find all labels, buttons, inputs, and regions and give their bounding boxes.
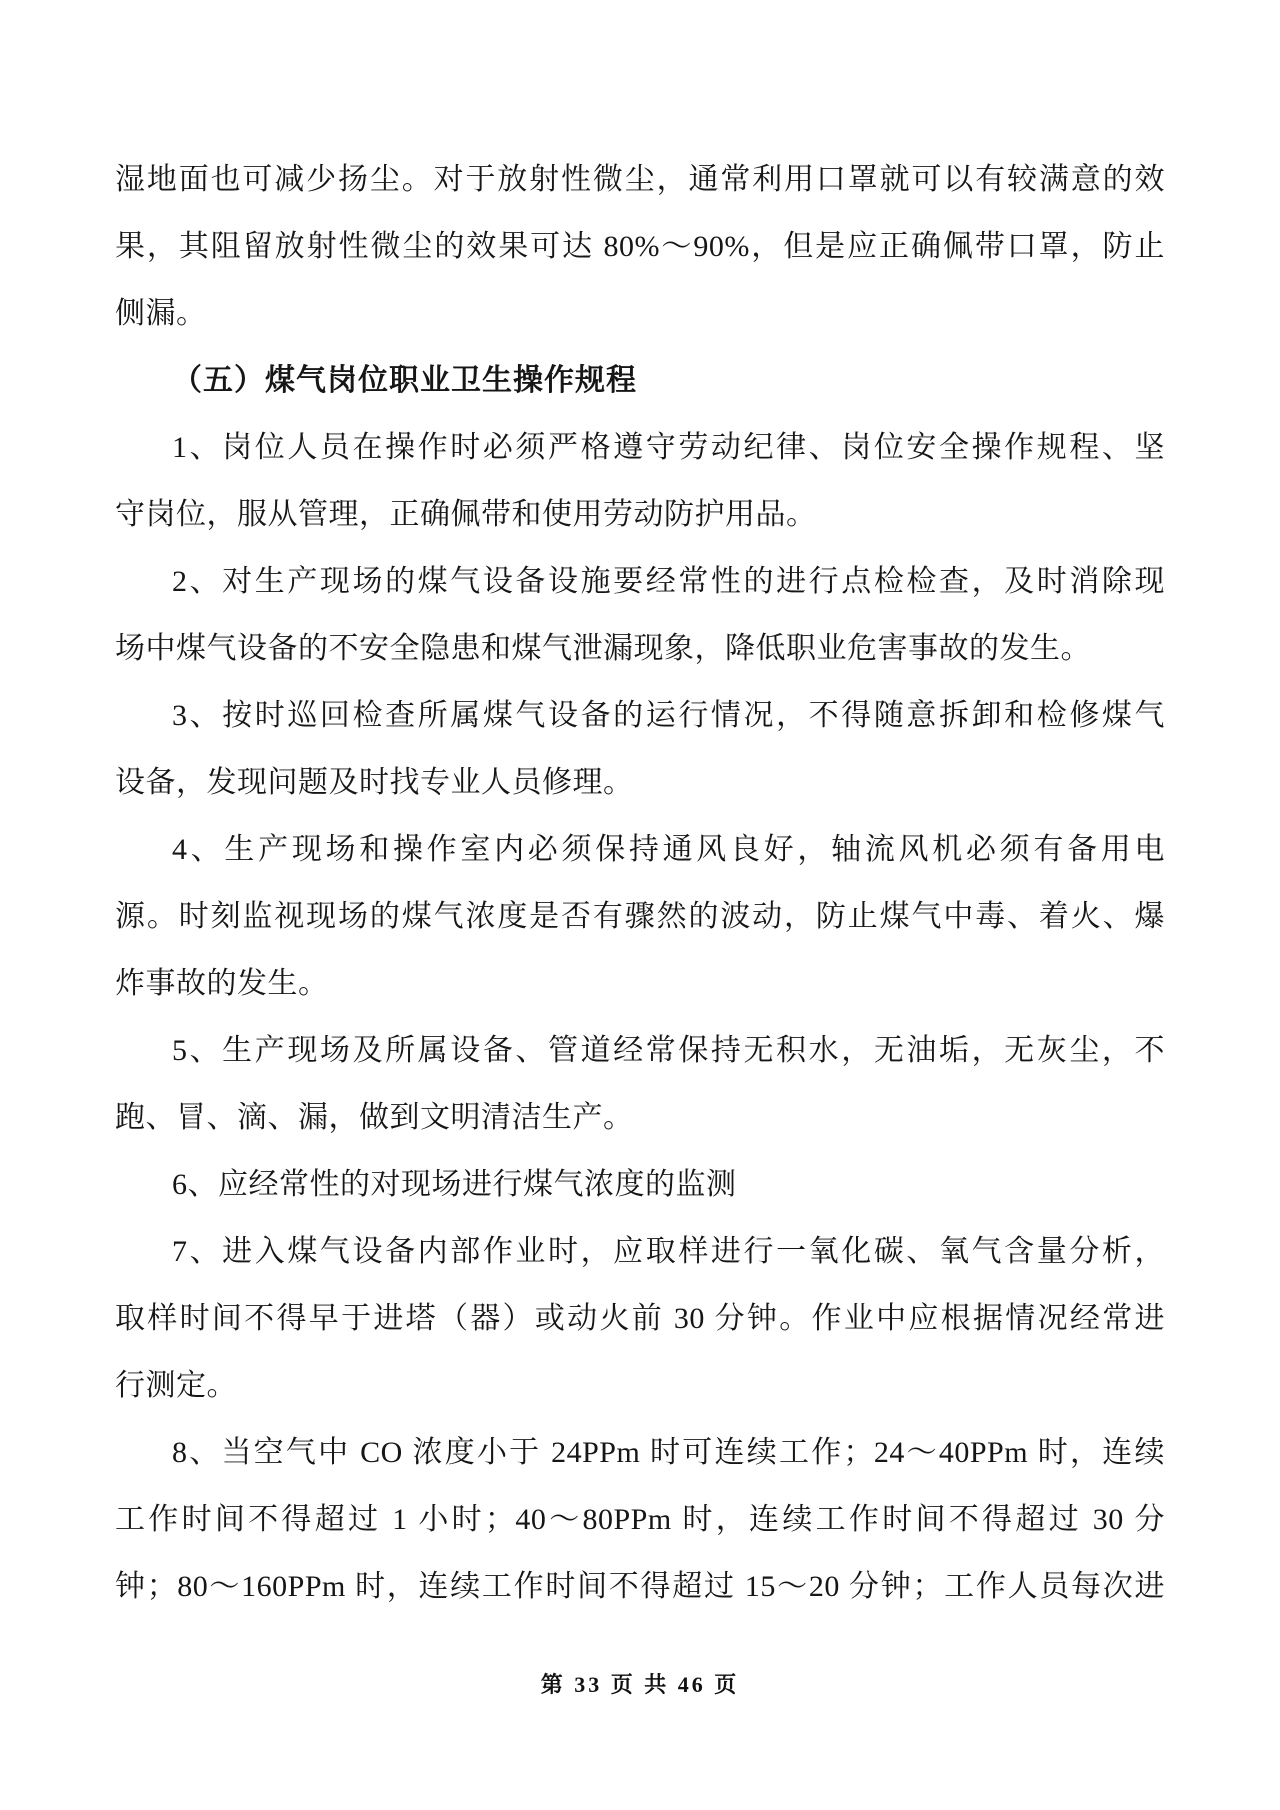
text-line: 4、生产现场和操作室内必须保持通风良好，轴流风机必须有备用电 (172, 833, 1165, 866)
text-line: 行测定。 (115, 1369, 237, 1402)
text-line: 源。时刻监视现场的煤气浓度是否有骤然的波动，防止煤气中毒、着火、爆 (115, 900, 1165, 933)
text-line: 炸事故的发生。 (115, 967, 329, 1000)
text-line: 6、应经常性的对现场进行煤气浓度的监测 (172, 1168, 737, 1201)
text-line: 钟；80～160PPm 时，连续工作时间不得超过 15～20 分钟；工作人员每次进 (115, 1570, 1165, 1603)
text-line: 取样时间不得早于进塔（器）或动火前 30 分钟。作业中应根据情况经常进 (115, 1302, 1165, 1335)
text-line: 场中煤气设备的不安全隐患和煤气泄漏现象，降低职业危害事故的发生。 (115, 632, 1091, 665)
document-body (115, 146, 1165, 1620)
text-line: 工作时间不得超过 1 小时；40～80PPm 时，连续工作时间不得超过 30 分 (115, 1503, 1165, 1536)
text-line: 设备，发现问题及时找专业人员修理。 (115, 766, 634, 799)
text-line: 侧漏。 (115, 297, 207, 330)
text-line: 5、生产现场及所属设备、管道经常保持无积水，无油垢，无灰尘，不 (172, 1034, 1165, 1067)
text-line: 3、按时巡回检查所属煤气设备的运行情况，不得随意拆卸和检修煤气 (172, 699, 1165, 732)
text-line: 守岗位，服从管理，正确佩带和使用劳动防护用品。 (115, 498, 817, 531)
section-heading: （五）煤气岗位职业卫生操作规程 (172, 364, 637, 397)
text-line: 8、当空气中 CO 浓度小于 24PPm 时可连续工作；24～40PPm 时，连续 (172, 1436, 1165, 1469)
text-line: 果，其阻留放射性微尘的效果可达 80%～90%，但是应正确佩带口罩，防止 (115, 230, 1165, 263)
page-number: 第 33 页 共 46 页 (540, 1672, 740, 1697)
text-line: 7、进入煤气设备内部作业时，应取样进行一氧化碳、氧气含量分析， (172, 1235, 1165, 1268)
text-line: 1、岗位人员在操作时必须严格遵守劳动纪律、岗位安全操作规程、坚 (172, 431, 1165, 464)
text-line: 2、对生产现场的煤气设备设施要经常性的进行点检检查，及时消除现 (172, 565, 1165, 598)
text-line: 跑、冒、滴、漏，做到文明清洁生产。 (115, 1101, 634, 1134)
text-line: 湿地面也可减少扬尘。对于放射性微尘，通常利用口罩就可以有较满意的效 (115, 163, 1165, 196)
